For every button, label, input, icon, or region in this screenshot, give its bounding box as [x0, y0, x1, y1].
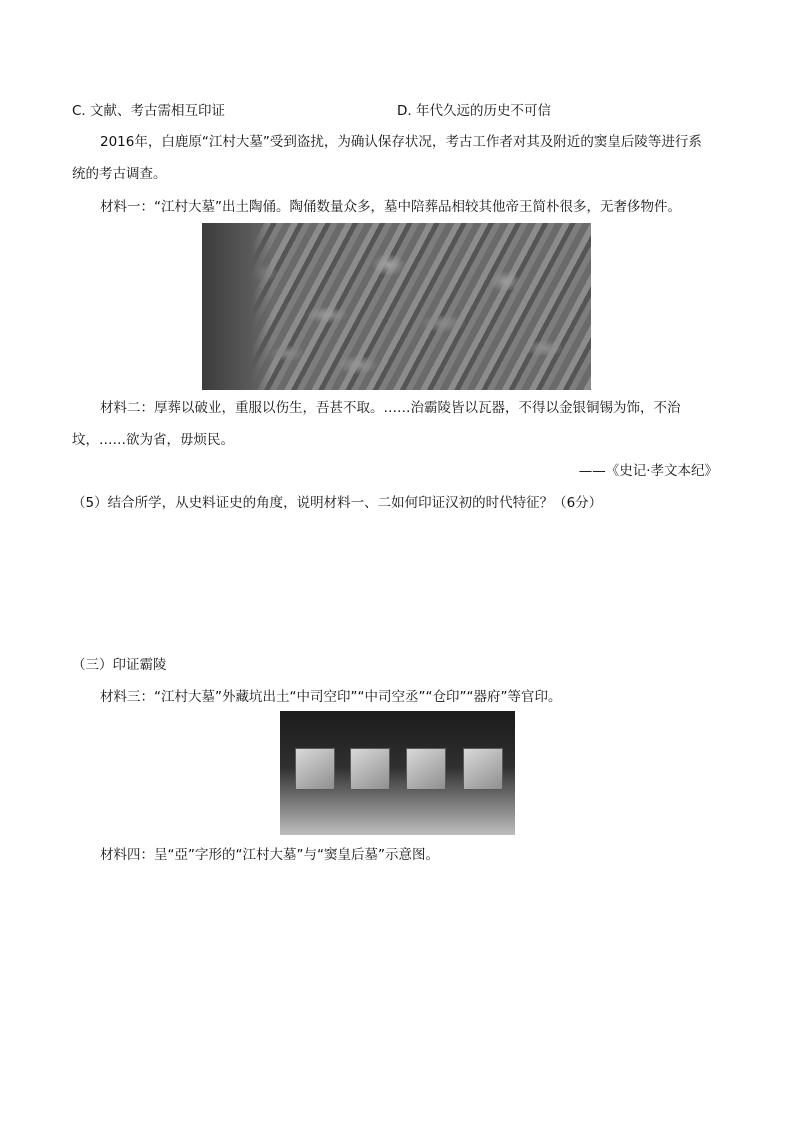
excavation-soil	[202, 223, 272, 390]
material-2-line-1: 材料二：厚葬以破业，重服以伤生，吾甚不取。……治霸陵皆以瓦器，不得以金银铜锡为饰，不治	[100, 400, 681, 416]
material-4-text: 材料四：呈“亞”字形的“江村大墓”与“窦皇后墓”示意图。	[100, 847, 439, 863]
seal-image	[295, 748, 335, 790]
material-2-line-2: 坟，……欲为省，毋烦民。	[72, 432, 234, 448]
official-seals-photo	[280, 711, 515, 835]
terracotta-figurines-photo	[202, 223, 591, 390]
seal-image	[350, 748, 390, 790]
material-3-text: 材料三：“江村大墓”外藏坑出土“中司空印”“中司空丞”“仓印”“器府”等官印。	[100, 689, 562, 705]
question-5: （5）结合所学，从史料证史的角度，说明材料一、二如何印证汉初的时代特征？（6分）	[72, 495, 603, 511]
option-c: C. 文献、考古需相互印证	[72, 103, 226, 119]
intro-line-1: 2016年，白鹿原“江村大墓”受到盗扰，为确认保存状况，考古工作者对其及附近的窦皇后陵等进行系	[100, 134, 702, 150]
section-3-heading: （三）印证霸陵	[72, 657, 167, 673]
seal-image	[406, 748, 446, 790]
intro-line-2: 统的考古调查。	[72, 166, 167, 182]
material-1-text: 材料一：“江村大墓”出土陶俑。陶俑数量众多，墓中陪葬品相较其他帝王简朴很多，无奢侈物件。	[100, 199, 681, 215]
material-2-source: ——《史记·孝文本纪》	[578, 463, 718, 479]
option-d: D. 年代久远的历史不可信	[397, 103, 551, 119]
seal-image	[463, 748, 503, 790]
